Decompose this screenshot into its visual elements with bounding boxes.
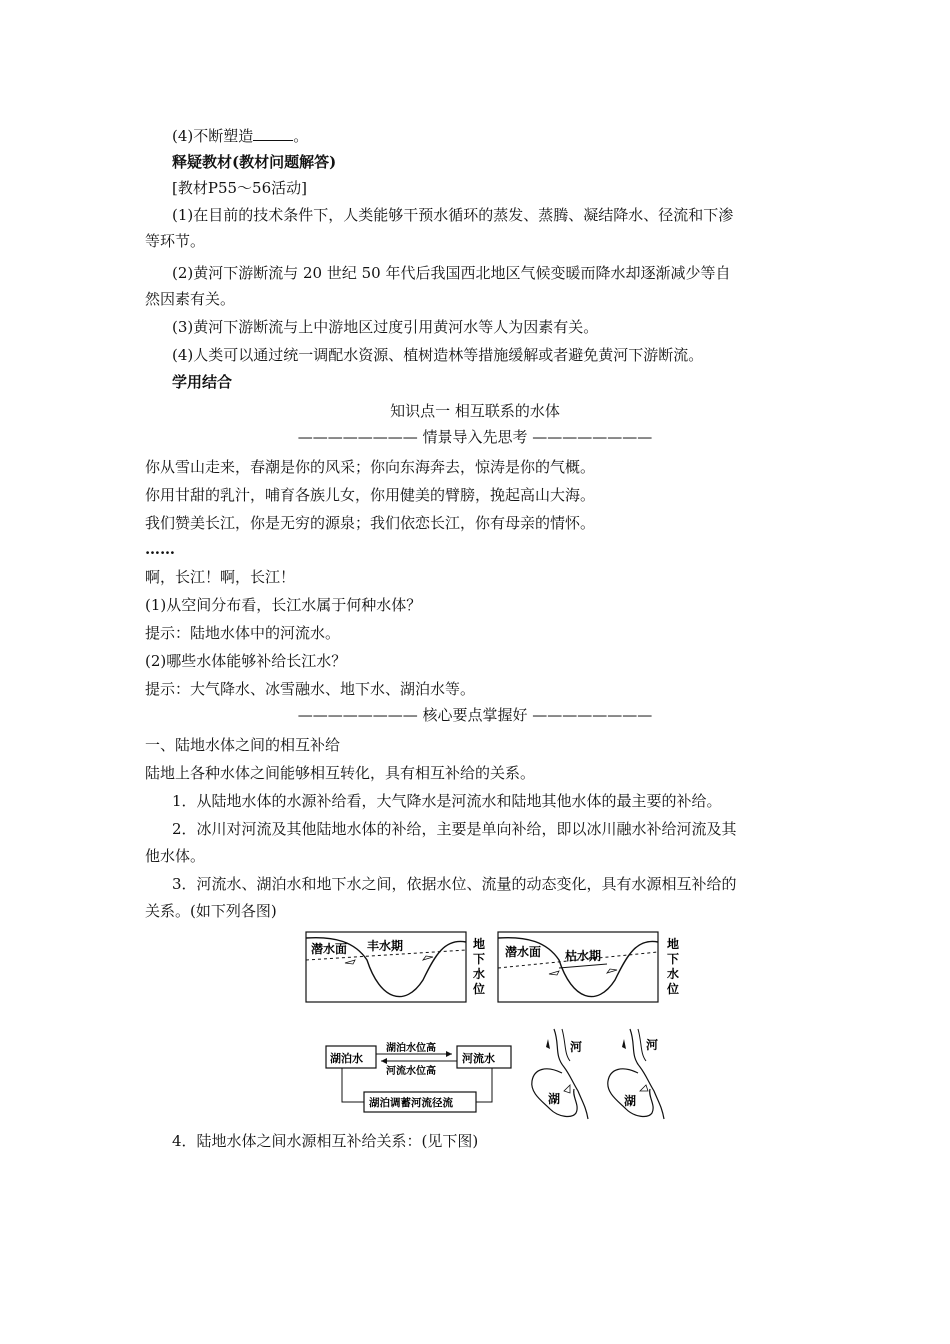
side-label-4: 位 [473,982,486,996]
point-2-cont: 他水体。 [145,847,206,865]
section-heading-textbook: 释疑教材(教材问题解答) [172,153,337,171]
lake-higher-label: 湖泊水位高 [386,1043,436,1054]
water-table-label: 潜水面 [311,942,348,956]
poem-line-1: 你从雪山走来，春潮是你的风采；你向东海奔去，惊涛是你的气概。 [145,458,596,476]
lake-water-label: 湖泊水 [330,1052,363,1065]
lake-regulates-label: 湖泊调蓄河流径流 [369,1097,453,1109]
divider-scenario: ———————— 情景导入先思考 ———————— [297,428,653,446]
lake-river-flowchart [322,1040,517,1116]
hint-2: 提示：大气降水、冰雪融水、地下水、湖泊水等。 [145,680,476,698]
side-label-1: 地 [473,937,486,951]
answer-3: (3)黄河下游断流与上中游地区过度引用黄河水等人为因素有关。 [172,318,599,336]
divider-core: ———————— 核心要点掌握好 ———————— [297,706,653,724]
hint-1: 提示：陆地水体中的河流水。 [145,624,341,642]
side-label-4: 位 [667,982,680,996]
answer-1: (1)在目前的技术条件下，人类能够干预水循环的蒸发、蒸腾、凝结降水、径流和下渗 [172,206,734,224]
side-label-1: 地 [667,937,680,951]
point-1: 1．从陆地水体的水源补给看，大气降水是河流水和陆地其他水体的最主要的补给。 [172,792,722,810]
poem-ellipsis: …… [145,540,175,558]
answer-2-cont: 然因素有关。 [145,290,236,308]
point-4: 4．陆地水体之间水源相互补给关系：(见下图) [172,1132,479,1150]
groundwater-diagram-dry [497,930,687,1005]
point-2: 2．冰川对河流及其他陆地水体的补给，主要是单向补给，即以冰川融水补给河流及其 [172,820,737,838]
knowledge-point-title: 知识点一 相互联系的水体 [390,402,560,420]
poem-line-2: 你用甘甜的乳汁，哺育各族儿女，你用健美的臂膀，挽起高山大海。 [145,486,596,504]
river-lake-map-1 [526,1025,596,1125]
side-label-3: 水 [667,967,680,981]
point-3-cont: 关系。(如下列各图) [145,902,277,920]
fill-blank [253,126,293,141]
answer-1-cont: 等环节。 [145,232,206,250]
groundwater-diagram-flood [305,930,495,1005]
river-higher-label: 河流水位高 [386,1066,436,1077]
point-3: 3．河流水、湖泊水和地下水之间，依据水位、流量的动态变化，具有水源相互补给的 [172,875,737,893]
line-item-4: (4)不断塑造 。 [172,127,309,145]
water-table-label: 潜水面 [505,945,542,959]
poem-line-5: 啊，长江！啊，长江！ [145,568,296,586]
lake-label: 湖 [624,1094,637,1108]
question-2: (2)哪些水体能够补给长江水？ [145,652,347,670]
question-1: (1)从空间分布看，长江水属于何种水体？ [145,596,422,614]
answer-4: (4)人类可以通过统一调配水资源、植树造林等措施缓解或者避免黄河下游断流。 [172,346,704,364]
subsection-intro: 陆地上各种水体之间能够相互转化，具有相互补给的关系。 [145,764,536,782]
side-label-3: 水 [473,967,486,981]
side-label-2: 下 [667,952,680,966]
river-lake-map-2 [600,1025,670,1125]
side-label-2: 下 [473,952,486,966]
textbook-reference: [教材P55～56活动] [172,179,307,197]
dry-period-label: 枯水期 [565,949,602,963]
section-heading-practice: 学用结合 [172,373,233,391]
river-water-label: 河流水 [462,1052,495,1065]
river-label: 河 [646,1038,659,1052]
flood-period-label: 丰水期 [367,939,404,953]
subsection-title: 一、陆地水体之间的相互补给 [145,736,341,754]
answer-2: (2)黄河下游断流与 20 世纪 50 年代后我国西北地区气候变暖而降水却逐渐减少等自 [172,264,731,282]
poem-line-3: 我们赞美长江，你是无穷的源泉；我们依恋长江，你有母亲的情怀。 [145,514,596,532]
lake-label: 湖 [548,1092,561,1106]
river-label: 河 [570,1040,583,1054]
